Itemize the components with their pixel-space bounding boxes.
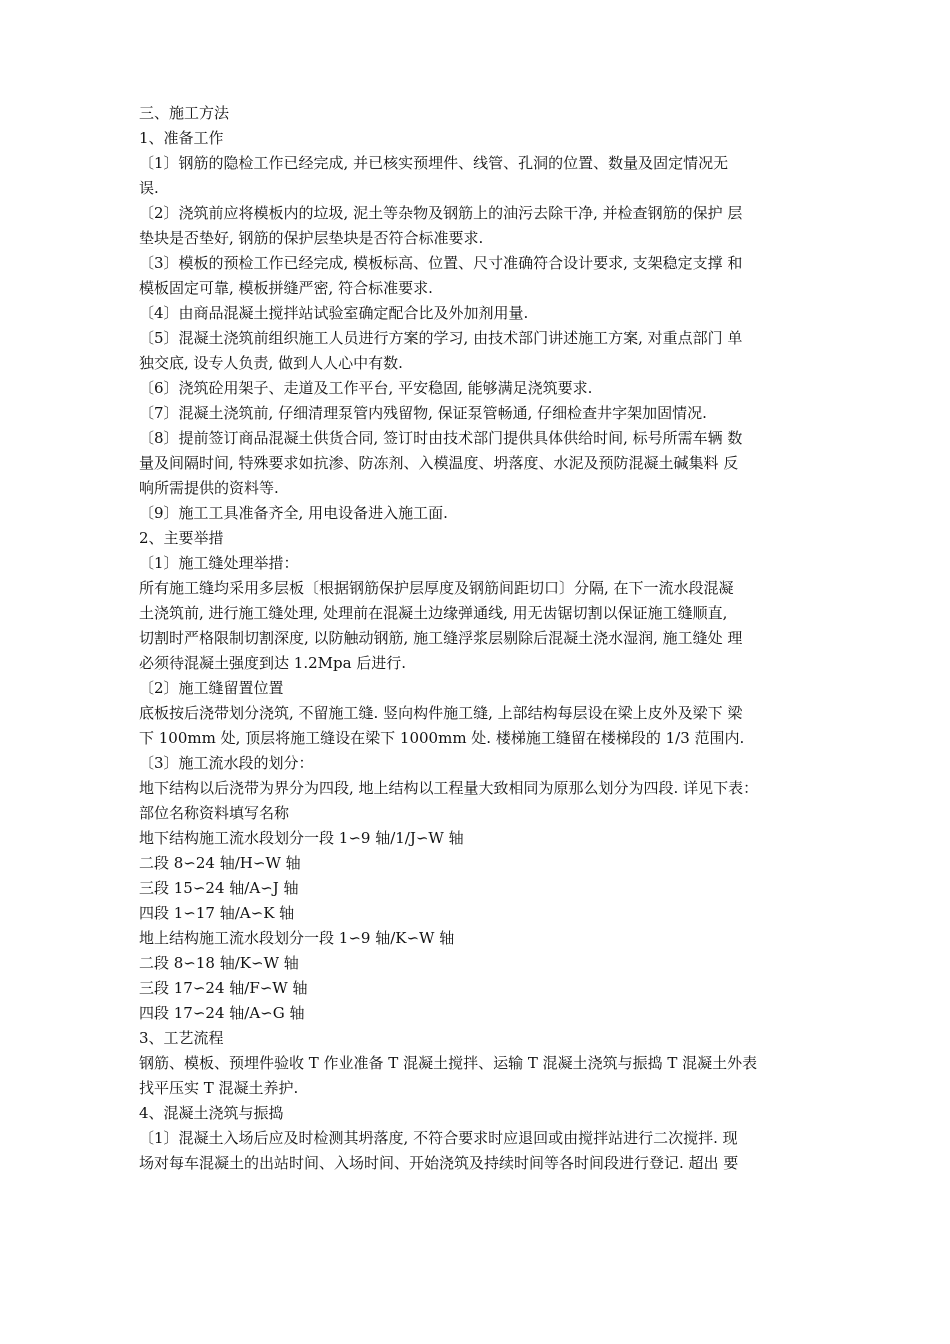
text-line: 地下结构以后浇带为界分为四段, 地上结构以工程量大致相同为原那么划分为四段. 详见下表：: [139, 779, 759, 797]
text-line: 地上结构施工流水段划分一段 1∽9 轴/K∽W 轴: [139, 929, 455, 947]
text-line: 响所需提供的资料等.: [139, 479, 279, 497]
text-line: 底板按后浇带划分浇筑, 不留施工缝. 竖向构件施工缝, 上部结构每层设在梁上皮外及梁下 梁: [139, 704, 743, 722]
text-line: 3、工艺流程: [139, 1029, 224, 1047]
text-line: 〔2〕施工缝留置位置: [139, 679, 284, 697]
text-line: 〔1〕钢筋的隐检工作已经完成, 并已核实预埋件、线管、孔洞的位置、数量及固定情况无: [139, 154, 729, 172]
text-line: 模板固定可靠, 模板拼缝严密, 符合标准要求.: [139, 279, 433, 297]
text-line: 〔1〕施工缝处理举措：: [139, 554, 299, 572]
text-line: 钢筋、模板、预埋件验收 T 作业准备 T 混凝土搅拌、运输 T 混凝土浇筑与振捣 T 混凝土外表: [139, 1054, 758, 1072]
text-line: 独交底, 设专人负责, 做到人人心中有数.: [139, 354, 403, 372]
text-line: 〔8〕提前签订商品混凝土供货合同, 签订时由技术部门提供具体供给时间, 标号所需车辆 数: [139, 429, 743, 447]
text-line: 〔7〕混凝土浇筑前, 仔细清理泵管内残留物, 保证泵管畅通, 仔细检查井字架加固情况.: [139, 404, 707, 422]
document-body: [139, 126, 829, 1176]
text-line: 〔2〕浇筑前应将模板内的垃圾, 泥土等杂物及钢筋上的油污去除干净, 并检查钢筋的保护 层: [139, 204, 743, 222]
section-title: 三、施工方法: [139, 104, 230, 122]
text-line: 二段 8∽18 轴/K∽W 轴: [139, 954, 299, 972]
text-line: 二段 8∽24 轴/H∽W 轴: [139, 854, 301, 872]
text-line: 1、准备工作: [139, 129, 224, 147]
text-line: 〔4〕由商品混凝土搅拌站试验室确定配合比及外加剂用量.: [139, 304, 529, 322]
text-line: 找平压实 T 混凝土养护.: [139, 1079, 299, 1097]
text-line: 2、主要举措: [139, 529, 224, 547]
text-line: 〔1〕混凝土入场后应及时检测其坍落度, 不符合要求时应退回或由搅拌站进行二次搅拌. 现: [139, 1129, 738, 1147]
text-line: 三段 17∽24 轴/F∽W 轴: [139, 979, 308, 997]
text-line: 场对每车混凝土的出站时间、入场时间、开始浇筑及持续时间等各时间段进行登记. 超出 要: [139, 1154, 739, 1172]
text-line: 四段 1∽17 轴/A∽K 轴: [139, 904, 295, 922]
text-line: 4、混凝土浇筑与振捣: [139, 1104, 284, 1122]
text-line: 三段 15∽24 轴/A∽J 轴: [139, 879, 299, 897]
text-line: 〔6〕浇筑砼用架子、走道及工作平台, 平安稳固, 能够满足浇筑要求.: [139, 379, 593, 397]
text-line: 所有施工缝均采用多层板〔根据钢筋保护层厚度及钢筋间距切口〕分隔, 在下一流水段混凝: [139, 579, 734, 597]
text-line: 必须待混凝土强度到达 1.2Mpa 后进行.: [139, 654, 407, 672]
text-line: 〔3〕模板的预检工作已经完成, 模板标高、位置、尺寸准确符合设计要求, 支架稳定支撑 和: [139, 254, 743, 272]
text-line: 量及间隔时间, 特殊要求如抗渗、防冻剂、入模温度、坍落度、水泥及预防混凝土碱集料 反: [139, 454, 739, 472]
text-line: 部位名称资料填写名称: [139, 804, 290, 822]
text-line: 切割时严格限制切割深度, 以防触动钢筋, 施工缝浮浆层剔除后混凝土浇水湿润, 施工缝处 理: [139, 629, 743, 647]
text-line: 〔3〕施工流水段的划分：: [139, 754, 314, 772]
text-line: 垫块是否垫好, 钢筋的保护层垫块是否符合标准要求.: [139, 229, 484, 247]
document-page: [139, 100, 829, 1176]
text-line: 〔5〕混凝土浇筑前组织施工人员进行方案的学习, 由技术部门讲述施工方案, 对重点部门 单: [139, 329, 743, 347]
text-line: 下 100mm 处, 顶层将施工缝设在梁下 1000mm 处. 楼梯施工缝留在楼梯段的 1/3 范围内.: [139, 729, 745, 747]
text-line: 〔9〕施工工具准备齐全, 用电设备进入施工面.: [139, 504, 448, 522]
text-line: 土浇筑前, 进行施工缝处理, 处理前在混凝土边缘弹通线, 用无齿锯切割以保证施工缝顺直,: [139, 604, 728, 622]
text-line: 误.: [139, 179, 159, 197]
text-line: 地下结构施工流水段划分一段 1∽9 轴/1/J∽W 轴: [139, 829, 464, 847]
text-line: 四段 17∽24 轴/A∽G 轴: [139, 1004, 305, 1022]
